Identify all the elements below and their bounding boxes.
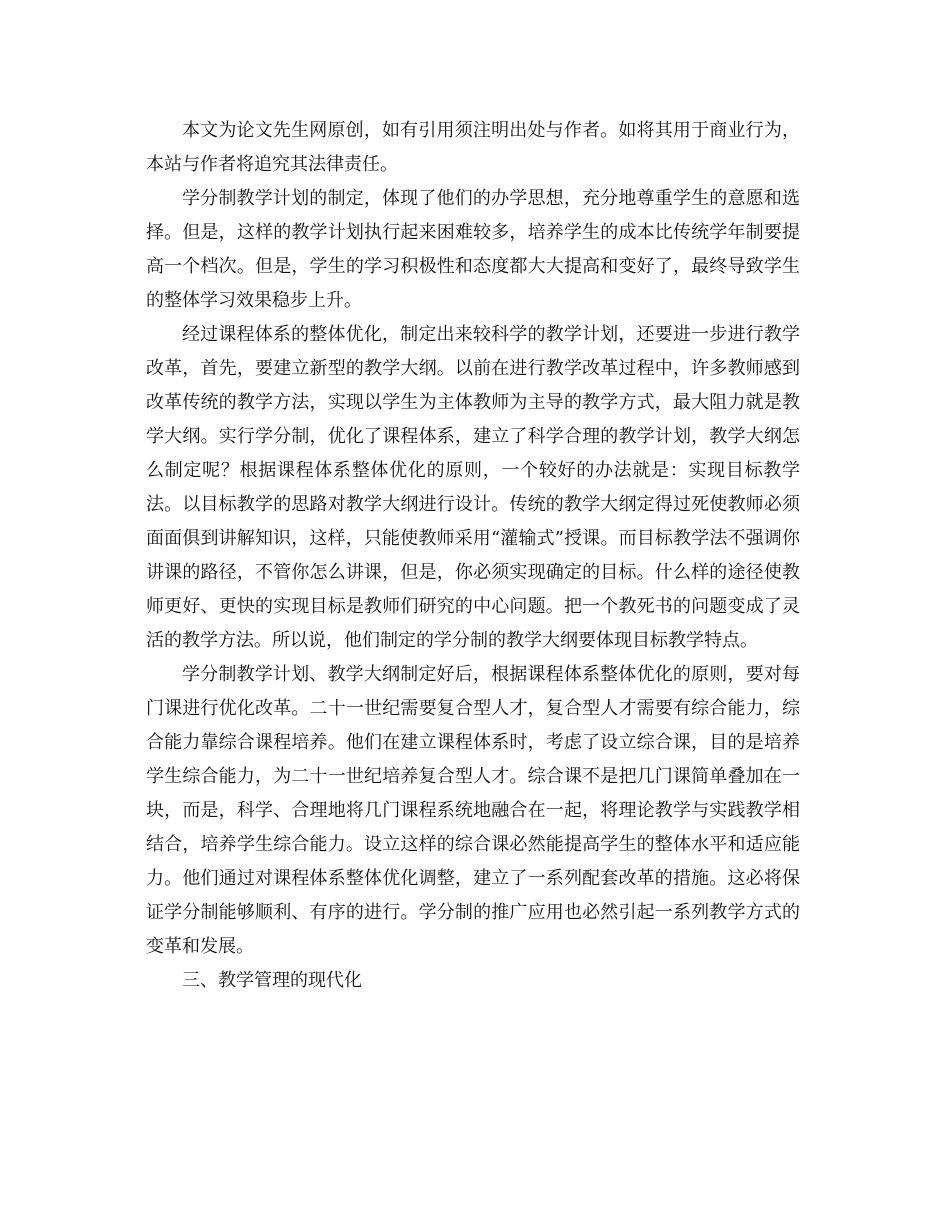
document-body xyxy=(146,114,800,998)
section-heading: 三、教学管理的现代化 xyxy=(182,970,362,991)
body-paragraph: 经过课程体系的整体优化，制定出来较科学的教学计划，还要进一步进行教学改革，首先，要建立新型的教学大纲。以前在进行教学改革过程中，许多教师感到改革传统的教学方法，实现以学生为主体教师为主导的教学方式，最大阻力就是教学大纲。实行学分制，优化了课程体系，建立了科学合理的教学计划，教学大纲怎么制定呢？根据课程体系整体优化的原则，一个较好的办法就是：实现目标教学法。以目标教学的思路对教学大纲进行设计。传统的教学大纲定得过死使教师必须面面俱到讲解知识，这样，只能使教师采用“灌输式”授课。而目标教学法不强调你讲课的路径，不管你怎么讲课，但是，你必须实现确定的目标。什么样的途径使教师更好、更快的实现目标是教师们研究的中心问题。把一个教死书的问题变成了灵活的教学方法。所以说，他们制定的学分制的教学大纲要体现目标教学特点。 xyxy=(146,324,800,651)
copyright-notice-paragraph: 本文为论文先生网原创，如有引用须注明出处与作者。如将其用于商业行为，本站与作者将追究其法律责任。 xyxy=(146,120,800,175)
body-paragraph: 学分制教学计划的制定，体现了他们的办学思想，充分地尊重学生的意愿和选择。但是，这样的教学计划执行起来困难较多，培养学生的成本比传统学年制要提高一个档次。但是，学生的学习积极性和态度都大大提高和变好了，最终导致学生的整体学习效果稳步上升。 xyxy=(146,188,800,311)
body-paragraph: 学分制教学计划、教学大纲制定好后，根据课程体系整体优化的原则，要对每门课进行优化改革。二十一世纪需要复合型人才，复合型人才需要有综合能力，综合能力靠综合课程培养。他们在建立课程体系时，考虑了设立综合课，目的是培养学生综合能力，为二十一世纪培养复合型人才。综合课不是把几门课简单叠加在一块，而是，科学、合理地将几门课程系统地融合在一起，将理论教学与实践教学相结合，培养学生综合能力。设立这样的综合课必然能提高学生的整体水平和适应能力。他们通过对课程体系整体优化调整，建立了一系列配套改革的措施。这必将保证学分制能够顺利、有序的进行。学分制的推广应用也必然引起一系列教学方式的变革和发展。 xyxy=(146,664,800,957)
